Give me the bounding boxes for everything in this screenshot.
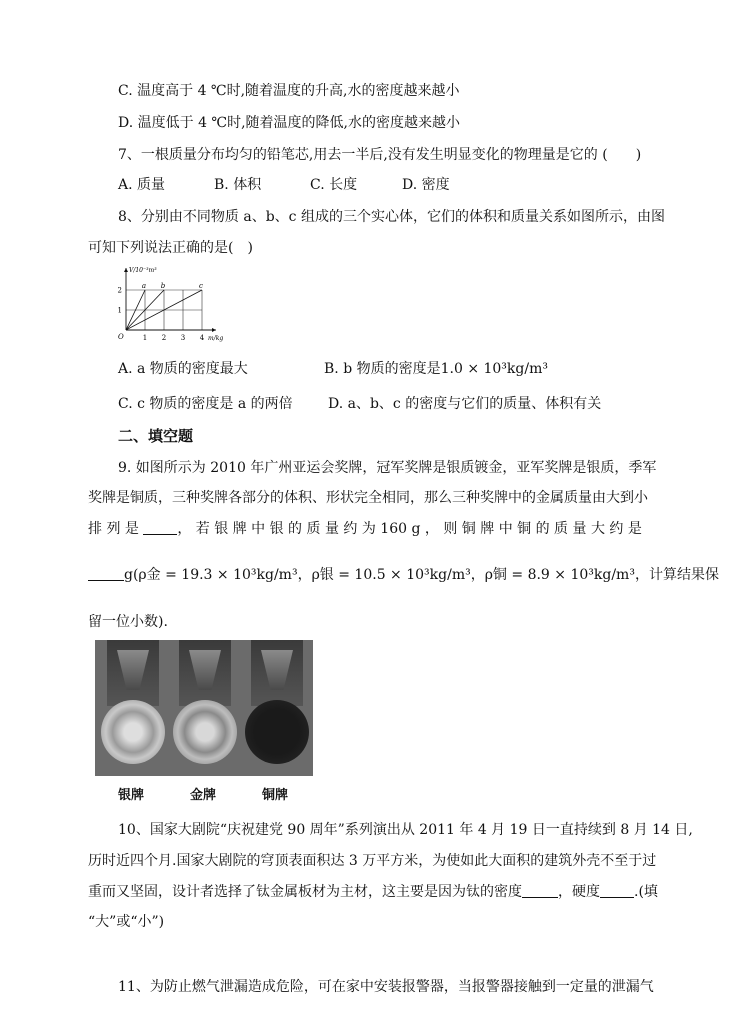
q8-option-d: D. a、b、c 的密度与它们的质量、体积有关 [328, 396, 602, 412]
series-label-b: b [160, 282, 166, 290]
question-8-stem-line1: 8、分别由不同物质 a、b、c 组成的三个实心体，它们的体积和质量关系如图所示，由图 [118, 209, 665, 225]
x-axis-arrow [212, 328, 216, 332]
question-9-line2: 奖牌是铜质，三种奖牌各部分的体积、形状完全相同，那么三种奖牌中的金属质量由大到小 [88, 490, 648, 506]
q8-option-c: C. c 物质的密度是 a 的两倍 [118, 396, 293, 412]
q10-line3-end: .(填 [634, 884, 658, 900]
question-9-line4 [88, 565, 719, 585]
answer-blank-order[interactable] [143, 520, 177, 535]
volume-mass-chart [112, 264, 252, 344]
question-8-options-row2 [118, 394, 601, 414]
series-label-a: a [141, 282, 147, 290]
question-9-line3 [88, 519, 642, 539]
question-8-options-row1 [118, 359, 548, 379]
q9-line3-start: 排 列 是 [88, 521, 139, 537]
question-7-stem: 7、一根质量分布均匀的铅笔芯,用去一半后,没有发生明显变化的物理量是它的 ( ) [118, 147, 642, 163]
q7-option-c: C. 长度 [310, 177, 358, 193]
q7-option-b: B. 体积 [214, 177, 262, 193]
ribbon-silver [107, 640, 159, 706]
q9-line3-end: ， 若 银 牌 中 银 的 质 量 约 为 160 g ， 则 铜 牌 中 铜 的 质 量 大 约 是 [177, 521, 642, 537]
y-axis-label: V/10⁻³m³ [129, 267, 157, 274]
gold-medal-image [173, 700, 237, 764]
medal-label-silver: 银牌 [118, 788, 145, 803]
q9-line4-text: g(ρ金 = 19.3 × 10³kg/m³，ρ银 = 10.5 × 10³kg/m³，ρ铜 = 8.9 × 10³kg/m³，计算结果保 [124, 567, 719, 583]
origin-label: O [118, 333, 124, 341]
x-axis-label: m/kg [208, 335, 224, 342]
medal-label-gold: 金牌 [190, 788, 217, 803]
q8-option-b: B. b 物质的密度是1.0 × 10³kg/m³ [324, 361, 548, 377]
answer-blank-density[interactable] [522, 883, 558, 898]
q8-option-a: A. a 物质的密度最大 [118, 361, 248, 377]
question-11-line1: 11、为防止燃气泄漏造成危险，可在家中安装报警器，当报警器接触到一定量的泄漏气 [118, 979, 654, 995]
series-label-c: c [199, 282, 203, 290]
question-10-line4: “大”或“小”) [88, 914, 165, 930]
question-7-options [118, 175, 450, 195]
option-c-previous: C. 温度高于 4 ℃时,随着温度的升高,水的密度越来越小 [118, 83, 460, 99]
question-10-line2: 历时近四个月.国家大剧院的穹顶表面积达 3 万平方米，为使如此大面积的建筑外壳不至于过 [88, 853, 657, 869]
section-title: 二、填空题 [118, 427, 194, 445]
x-tick-label: 3 [180, 334, 186, 342]
q10-line3-mid: ，硬度 [558, 884, 600, 900]
x-tick-label: 2 [161, 334, 167, 342]
question-8-stem-line2: 可知下列说法正确的是( ) [88, 240, 253, 256]
y-axis-arrow [124, 268, 128, 272]
silver-medal-image [101, 700, 165, 764]
x-tick-label: 4 [199, 334, 205, 342]
medal-label-bronze: 铜牌 [262, 788, 289, 803]
bronze-medal-image [245, 700, 309, 764]
q10-line3-start: 重而又坚固，设计者选择了钛金属板材为主材，这主要是因为钛的密度 [88, 884, 522, 900]
option-d-previous: D. 温度低于 4 ℃时,随着温度的降低,水的密度越来越小 [118, 115, 460, 131]
question-9-line5: 留一位小数). [88, 614, 168, 630]
y-tick-label: 1 [117, 306, 122, 315]
question-9-line1: 9. 如图所示为 2010 年广州亚运会奖牌，冠军奖牌是银质镀金，亚军奖牌是银质，季军 [118, 460, 657, 476]
x-tick-label: 1 [142, 334, 148, 342]
ribbon-bronze [251, 640, 303, 706]
chart-labels [118, 267, 224, 342]
medals-photo [95, 640, 313, 776]
question-10-line3 [88, 882, 658, 902]
question-10-line1: 10、国家大剧院“庆祝建党 90 周年”系列演出从 2011 年 4 月 19 日一直持续到 8 月 14 日, [118, 822, 693, 838]
y-tick-label: 2 [117, 286, 122, 295]
q7-option-a: A. 质量 [118, 177, 166, 193]
ribbon-gold [179, 640, 231, 706]
q7-option-d: D. 密度 [402, 177, 450, 193]
answer-blank-copper-mass[interactable] [88, 566, 124, 581]
answer-blank-hardness[interactable] [600, 883, 634, 898]
